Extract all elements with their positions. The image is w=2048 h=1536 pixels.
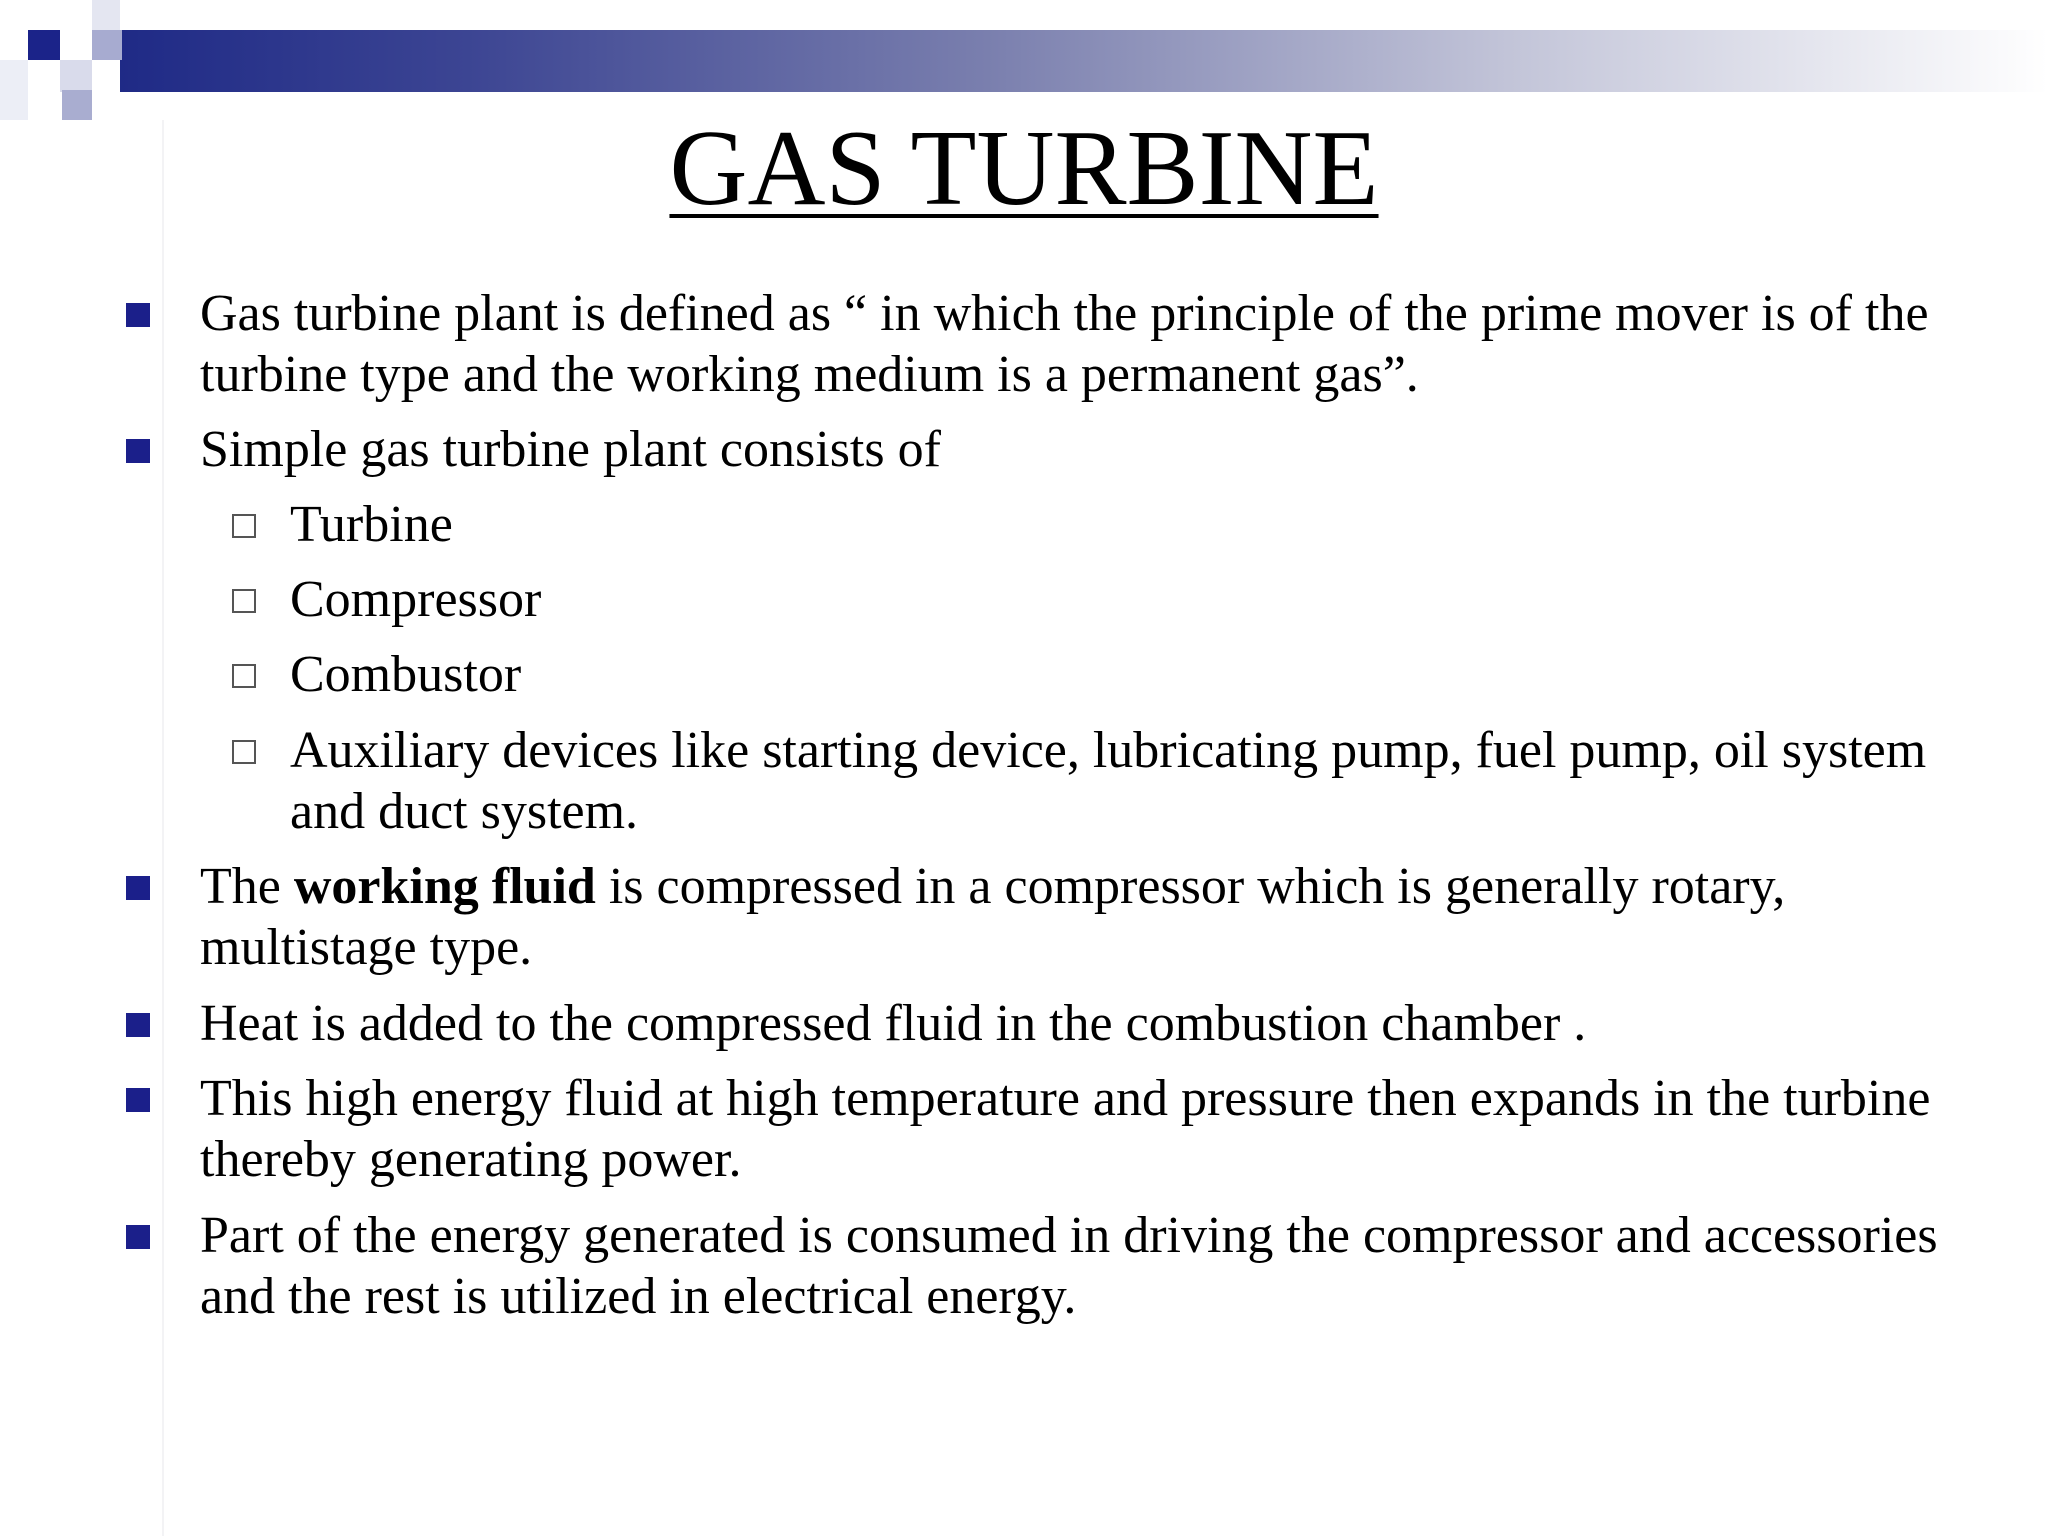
slide-title: GAS TURBINE — [669, 109, 1379, 228]
hollow-bullet-icon — [232, 740, 256, 764]
hollow-bullet-icon — [232, 514, 256, 538]
bullet-text: is compressed in a compressor which is generally rotary, multistage type. — [200, 858, 1786, 976]
hollow-bullet-icon — [232, 664, 256, 688]
bullet-item: Part of the energy generated is consumed in driving the compressor and accessories and the rest is utilized in electrical energy. — [200, 1207, 1938, 1325]
bullet-square-icon — [126, 1013, 150, 1037]
bullet-square-icon — [126, 1088, 150, 1112]
bullet-item: Simple gas turbine plant consists of — [200, 421, 941, 478]
bullet-item: This high energy fluid at high temperature and pressure then expands in the turbine thereby generating power. — [200, 1070, 1931, 1188]
bullet-item: Gas turbine plant is defined as “ in which the principle of the prime mover is of the turbine type and the working medium is a permanent gas”. — [200, 285, 1929, 403]
bullet-item: Heat is added to the compressed fluid in the combustion chamber . — [200, 995, 1587, 1052]
decorative-square — [60, 60, 92, 92]
header-gradient-band — [120, 30, 2048, 92]
hollow-bullet-icon — [232, 589, 256, 613]
bullet-square-icon — [126, 1225, 150, 1249]
decorative-square — [28, 30, 60, 60]
bold-term: working fluid — [293, 858, 596, 915]
decorative-square — [92, 30, 122, 60]
sub-bullet-item: Turbine — [290, 496, 453, 553]
left-rule-line — [162, 120, 164, 1536]
decorative-square — [92, 0, 120, 30]
sub-bullet-item: Compressor — [290, 571, 542, 628]
bullet-square-icon — [126, 876, 150, 900]
bullet-item — [200, 856, 1960, 978]
bullet-square-icon — [126, 303, 150, 327]
bullet-square-icon — [126, 439, 150, 463]
sub-bullet-item: Combustor — [290, 646, 522, 703]
bullet-text: The — [200, 858, 294, 915]
sub-bullet-item: Auxiliary devices like starting device, lubricating pump, fuel pump, oil system and duct system. — [290, 722, 1927, 840]
